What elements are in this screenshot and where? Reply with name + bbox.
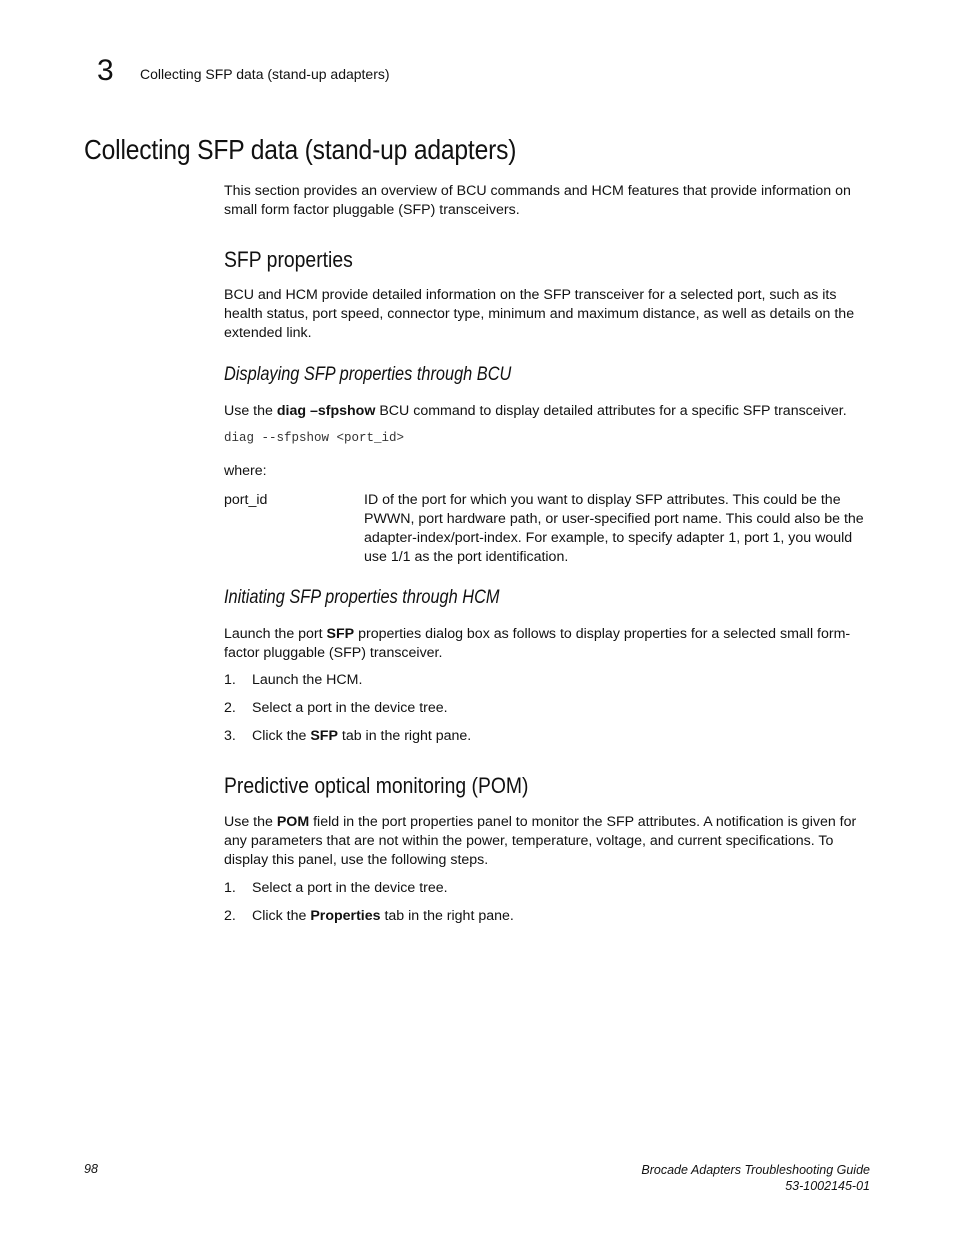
section-title: Collecting SFP data (stand-up adapters) bbox=[84, 134, 517, 165]
list-item: Select a port in the device tree. bbox=[252, 880, 448, 896]
list-item-number: 2. bbox=[224, 700, 236, 716]
section-intro: This section provides an overview of BCU commands and HCM features that provide information on small form factor pluggable (SFP) transceivers. bbox=[224, 183, 851, 218]
list-item-number: 3. bbox=[224, 728, 236, 744]
heading-sfp-properties: SFP properties bbox=[224, 247, 353, 272]
list-item: Launch the HCM. bbox=[252, 672, 363, 688]
chapter-number: 3 bbox=[97, 54, 114, 87]
heading-hcm: Initiating SFP properties through HCM bbox=[224, 587, 500, 608]
where-label: where: bbox=[224, 463, 267, 479]
pom-paragraph: Use the POM field in the port properties panel to monitor the SFP attributes. A notification is given for any parameters that are not within the power, temperature, voltage, and current specifications. To display this panel, use the following steps. bbox=[224, 814, 857, 868]
hcm-paragraph: Launch the port SFP properties dialog box as follows to display properties for a selected small form-factor pluggable (SFP) transceiver. bbox=[224, 626, 851, 661]
list-item-number: 1. bbox=[224, 880, 236, 896]
heading-pom: Predictive optical monitoring (POM) bbox=[224, 773, 529, 798]
bcu-paragraph: Use the diag –sfpshow BCU command to display detailed attributes for a specific SFP transceiver. bbox=[224, 403, 847, 419]
doc-number: 53-1002145-01 bbox=[785, 1179, 870, 1193]
list-item-number: 1. bbox=[224, 672, 236, 688]
list-item: Click the SFP tab in the right pane. bbox=[252, 728, 472, 744]
heading-bcu: Displaying SFP properties through BCU bbox=[224, 364, 512, 385]
list-item: Click the Properties tab in the right pane. bbox=[252, 908, 514, 924]
list-item-number: 2. bbox=[224, 908, 236, 924]
running-header: Collecting SFP data (stand-up adapters) bbox=[140, 66, 390, 82]
param-definition: ID of the port for which you want to display SFP attributes. This could be the PWWN, port hardware path, or user-specified port name. This could also be the adapter-index/port-index. For example, to specify adapter 1, port 1, you would use 1/1 as the port identification. bbox=[364, 492, 864, 565]
command-name: diag –sfpshow bbox=[276, 403, 376, 419]
param-term: port_id bbox=[224, 492, 268, 508]
footer-doc-info bbox=[641, 1162, 870, 1194]
list-item: Select a port in the device tree. bbox=[252, 700, 448, 716]
sfp-properties-body: BCU and HCM provide detailed information on the SFP transceiver for a selected port, such as its health status, port speed, connector type, minimum and maximum distance, as well as details on the extended link. bbox=[224, 287, 855, 341]
page-number: 98 bbox=[84, 1162, 98, 1176]
code-sample: diag --sfpshow <port_id> bbox=[224, 431, 405, 445]
doc-title: Brocade Adapters Troubleshooting Guide bbox=[641, 1163, 870, 1177]
